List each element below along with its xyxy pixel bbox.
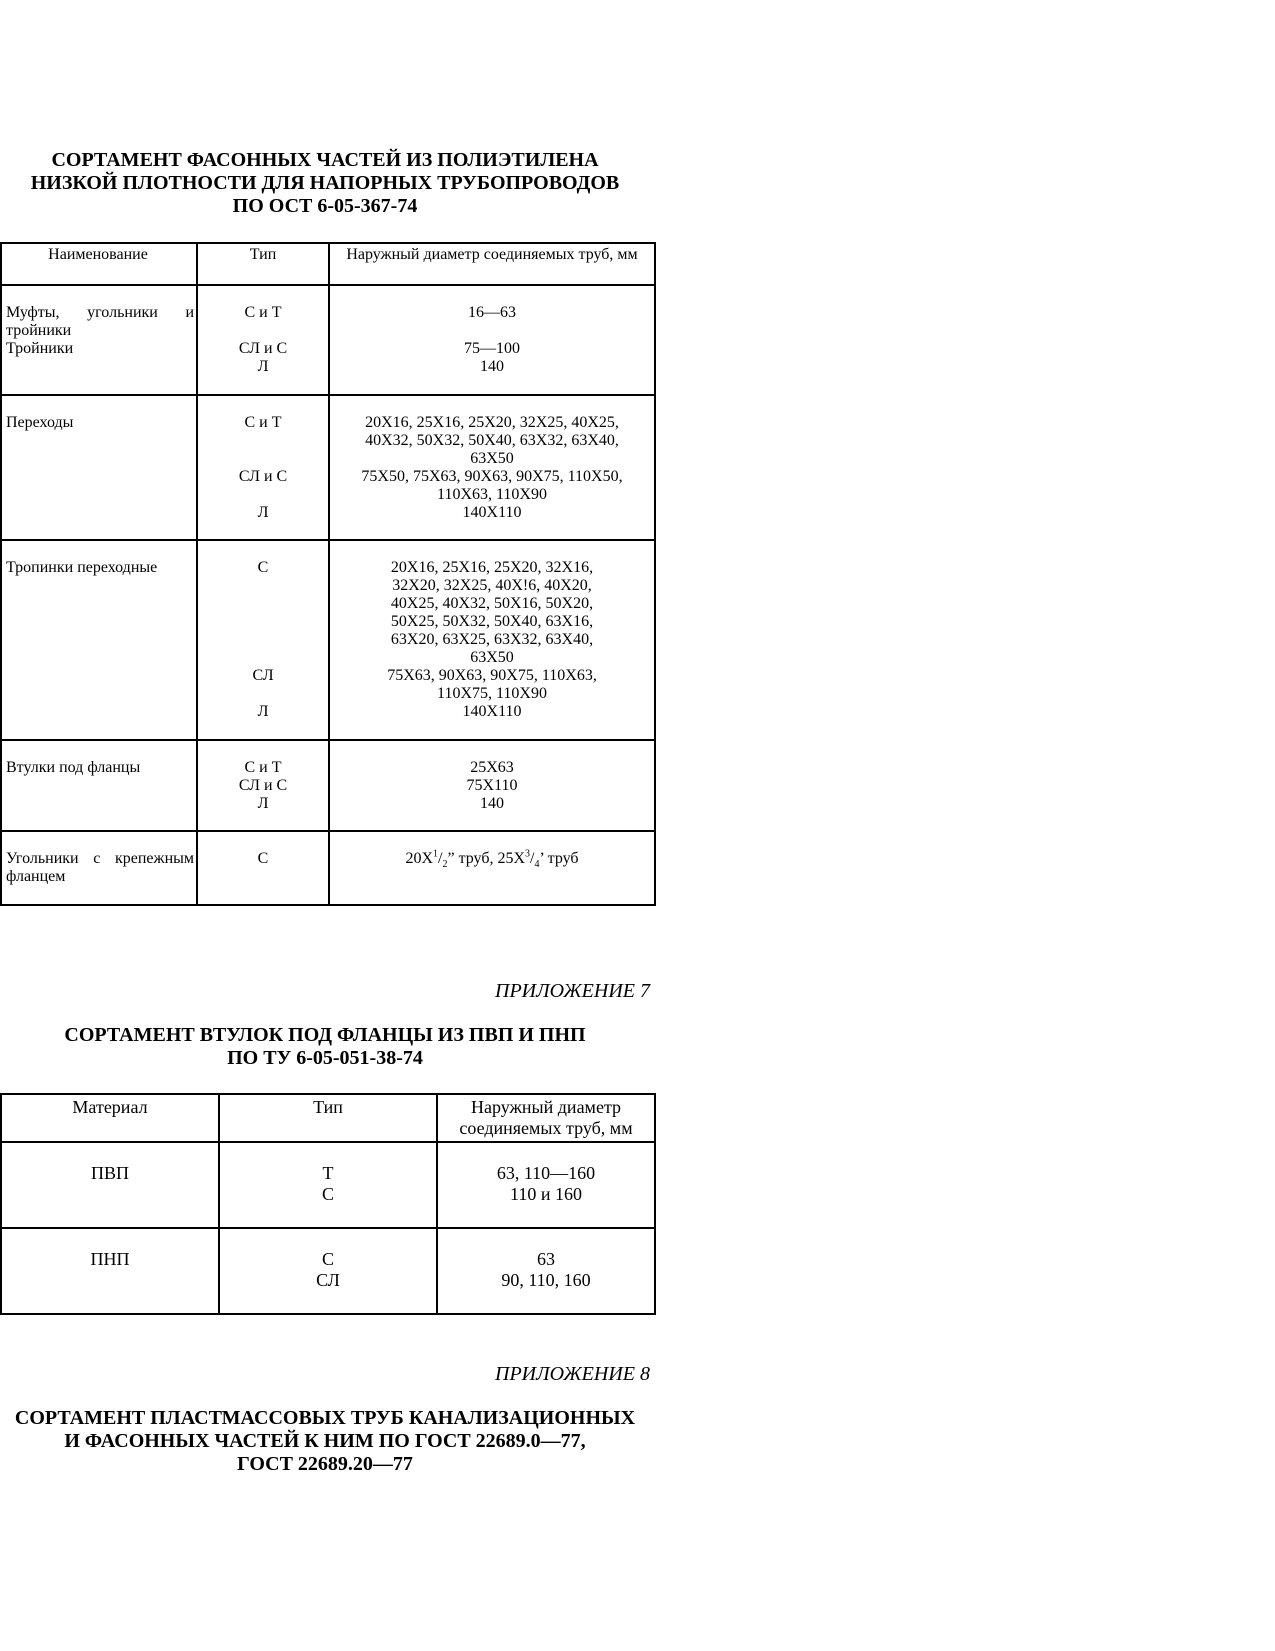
row-type [219, 1142, 437, 1228]
header-material: Материал [1, 1094, 219, 1142]
header-diameter-line: соединяемых труб, мм [459, 1118, 633, 1138]
row-diameter [437, 1142, 655, 1228]
header-diameter [437, 1094, 655, 1142]
dia-part: ” труб, 25X [447, 850, 526, 867]
row-type [197, 285, 329, 395]
frac-num: 3 [525, 848, 531, 860]
type-value: Т [322, 1163, 334, 1183]
section1-title [0, 149, 650, 218]
header-diameter: Наружный диаметр соединяемых труб, мм [329, 243, 655, 285]
diameter-value: 75X110 [466, 777, 518, 794]
diameter-value: 75—100 [464, 340, 520, 357]
type-value: СЛ и С [238, 468, 288, 485]
type-value: СЛ и С [238, 340, 288, 357]
diameter-value: 140 [480, 795, 504, 812]
frac-den: 4 [534, 859, 540, 871]
diameter-value: 75X50, 75X63, 90X63, 90X75, 110X50, 110X63, 110X90 [361, 468, 623, 503]
diameter-value: 63 [537, 1249, 555, 1269]
frac-den: 2 [442, 859, 448, 871]
type-value: С [321, 1184, 334, 1204]
row-name-line: Угольники с крепежным фланцем [6, 850, 194, 885]
type-value: Л [257, 795, 269, 812]
header-diameter-line: Наружный диаметр [470, 1097, 622, 1117]
diameter-value: 25X63 [470, 759, 514, 776]
row-name [1, 540, 197, 740]
table-row [1, 1228, 655, 1314]
row-name-line: Тропинки переходные [6, 559, 158, 576]
row-diameter [329, 540, 655, 740]
section3-title-line: СОРТАМЕНТ ПЛАСТМАССОВЫХ ТРУБ КАНАЛИЗАЦИОННЫХ [14, 1407, 636, 1429]
diameter-value: 140X110 [462, 703, 522, 720]
dia-part: ’ труб [539, 850, 579, 867]
bushings-table [0, 1093, 656, 1315]
diameter-value: 20X16, 25X16, 25X20, 32X16, 32X20, 32X25, 40X!6, 40X20, 40X25, 40X32, 50X16, 50X20, 50X25, 50X32, 50X40, 63X16, 63X20, 63X25, 63X32, 63X40, 63X50 [390, 559, 594, 666]
row-diameter [437, 1228, 655, 1314]
type-value: С [257, 850, 269, 867]
table-row [1, 285, 655, 395]
diameter-value: 140 [480, 358, 504, 375]
type-value: Л [257, 703, 269, 720]
type-value: СЛ и С [238, 777, 288, 794]
row-name-line: Тройники [6, 340, 74, 357]
diameter-value: 110 и 160 [510, 1184, 582, 1204]
row-type [219, 1228, 437, 1314]
row-diameter [329, 285, 655, 395]
type-value: С и Т [244, 759, 282, 776]
table-header-row [1, 1094, 655, 1142]
row-name-line: Переходы [6, 414, 74, 431]
type-value: С и Т [244, 414, 282, 431]
appendix-8-label: ПРИЛОЖЕНИЕ 8 [495, 1363, 650, 1385]
section3-title-line: И ФАСОННЫХ ЧАСТЕЙ К НИМ ПО ГОСТ 22689.0—77, [64, 1430, 586, 1452]
row-type [197, 740, 329, 831]
dia-part: 20X [405, 850, 434, 867]
row-name [1, 740, 197, 831]
frac-num: 1 [433, 848, 439, 860]
section3-title-line: ГОСТ 22689.20—77 [237, 1453, 413, 1475]
table-row [1, 1142, 655, 1228]
type-value: СЛ [316, 1270, 340, 1290]
type-value: Л [257, 358, 269, 375]
row-name [1, 395, 197, 540]
table-row [1, 540, 655, 740]
diameter-value: $20X^1/_2$” труб, $25X^3/_4$’ труб [405, 848, 579, 871]
header-name: Наименование [1, 243, 197, 285]
row-material: ПВП [1, 1142, 219, 1228]
table-row [1, 740, 655, 831]
table-row [1, 395, 655, 540]
row-type [197, 540, 329, 740]
row-type [197, 395, 329, 540]
diameter-value: 90, 110, 160 [501, 1270, 591, 1290]
section2-title-line: ПО ТУ 6-05-051-38-74 [227, 1047, 423, 1069]
row-diameter [329, 740, 655, 831]
header-type: Тип [219, 1094, 437, 1142]
appendix-7-label: ПРИЛОЖЕНИЕ 7 [495, 980, 650, 1002]
section1-title-line: НИЗКОЙ ПЛОТНОСТИ ДЛЯ НАПОРНЫХ ТРУБОПРОВОДОВ [30, 172, 620, 194]
header-type: Тип [197, 243, 329, 285]
type-value: СЛ [252, 667, 274, 684]
section1-title-line: ПО ОСТ 6-05-367-74 [232, 195, 418, 217]
row-diameter [329, 395, 655, 540]
type-value: С и Т [244, 304, 282, 321]
table-header-row [1, 243, 655, 285]
diameter-value: 20X16, 25X16, 25X20, 32X25, 40X25, 40X32, 50X32, 50X40, 63X32, 63X40, 63X50 [365, 414, 619, 467]
section3-title [0, 1407, 650, 1476]
diameter-value: 140X110 [462, 504, 522, 521]
row-name-line: Втулки под фланцы [6, 759, 141, 776]
row-name-line: Муфты, угольники и тройники [6, 304, 194, 339]
table-row [1, 831, 655, 905]
diameter-value: 63, 110—160 [496, 1163, 596, 1183]
fittings-table [0, 242, 656, 906]
row-name [1, 831, 197, 905]
type-value: С [321, 1249, 334, 1269]
diameter-value: 75X63, 90X63, 90X75, 110X63, 110X75, 110X90 [387, 667, 597, 702]
type-value: Л [257, 504, 269, 521]
diameter-value: 16—63 [468, 304, 516, 321]
section2-title-line: СОРТАМЕНТ ВТУЛОК ПОД ФЛАНЦЫ ИЗ ПВП И ПНП [64, 1024, 586, 1046]
row-type [197, 831, 329, 905]
type-value: С [257, 559, 269, 576]
row-material: ПНП [1, 1228, 219, 1314]
section1-title-line: СОРТАМЕНТ ФАСОННЫХ ЧАСТЕЙ ИЗ ПОЛИЭТИЛЕНА [51, 149, 599, 171]
section2-title [0, 1024, 650, 1070]
row-name [1, 285, 197, 395]
row-diameter [329, 831, 655, 905]
